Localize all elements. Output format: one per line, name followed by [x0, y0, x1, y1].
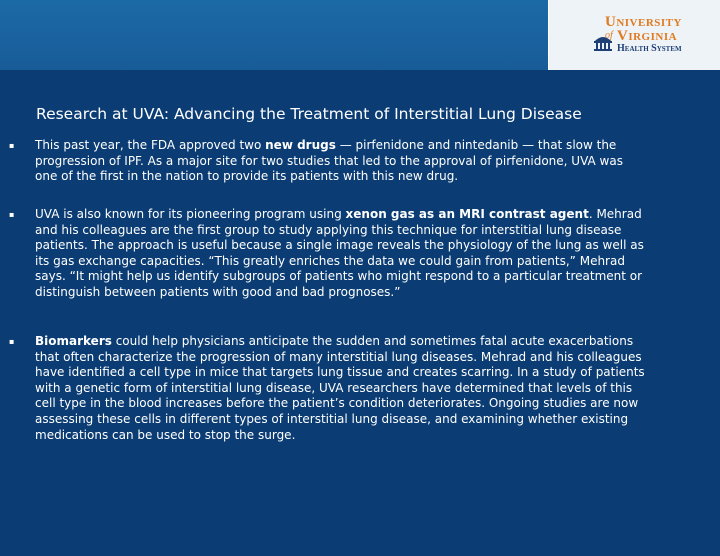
- bullet-text: This past year, the FDA approved two: [35, 138, 266, 152]
- bullet-bold-text: Biomarkers: [35, 334, 112, 348]
- bullet-marker: ▪: [9, 337, 15, 346]
- header-band: [0, 0, 548, 70]
- bullet-xenon-mri: [9, 207, 647, 301]
- bullet-biomarkers: [9, 334, 647, 443]
- bullet-bold-text: new drugs: [265, 138, 336, 152]
- logo-virginia-text: Virginia: [617, 28, 678, 44]
- bullet-new-drugs: [9, 138, 647, 185]
- logo-health-system-text: Health System: [617, 43, 682, 54]
- bullet-bold-text: xenon gas as an MRI contrast agent: [345, 207, 589, 221]
- bullet-marker: ▪: [9, 210, 15, 219]
- uva-health-system-logo: [548, 0, 720, 70]
- bullet-text: . Mehrad and his colleagues are the first group to study applying this technique for interstitial lung disease patients. The approach is useful because a single image reveals the physiology of the lung as well as its gas exchange capacities. “This greatly enriches the data we could gain from patients,” Mehrad says. “It might help us identify subgroups of patients who might respond to a particular treatment or distinguish between patients with good and bad prognoses.”: [35, 207, 644, 299]
- bullet-text: — pirfenidone and nintedanib — that slow the progression of IPF. As a major site for two studies that led to the approval of pirfenidone, UVA was one of the first in the nation to provide its patients with this new drug.: [35, 138, 623, 184]
- logo-university-text: University: [605, 14, 682, 30]
- slide-title: Research at UVA: Advancing the Treatment of Interstitial Lung Disease: [36, 105, 582, 123]
- bullet-text: could help physicians anticipate the sudden and sometimes fatal acute exacerbations that often characterize the progression of many interstitial lung diseases. Mehrad and his colleagues have identified a cell type in mice that targets lung tissue and creates scarring. In a study of patients with a genetic form of interstitial lung disease, UVA researchers have determined that levels of this cell type in the blood increases before the patient’s condition deteriorates. Ongoing studies are now assessing these cells in different types of interstitial lung disease, and examining whether existing medications can be used to stop the surge.: [35, 334, 645, 442]
- logo-of-text: of: [605, 30, 613, 41]
- bullet-text: UVA is also known for its pioneering program using: [35, 207, 346, 221]
- bullet-marker: ▪: [9, 141, 15, 150]
